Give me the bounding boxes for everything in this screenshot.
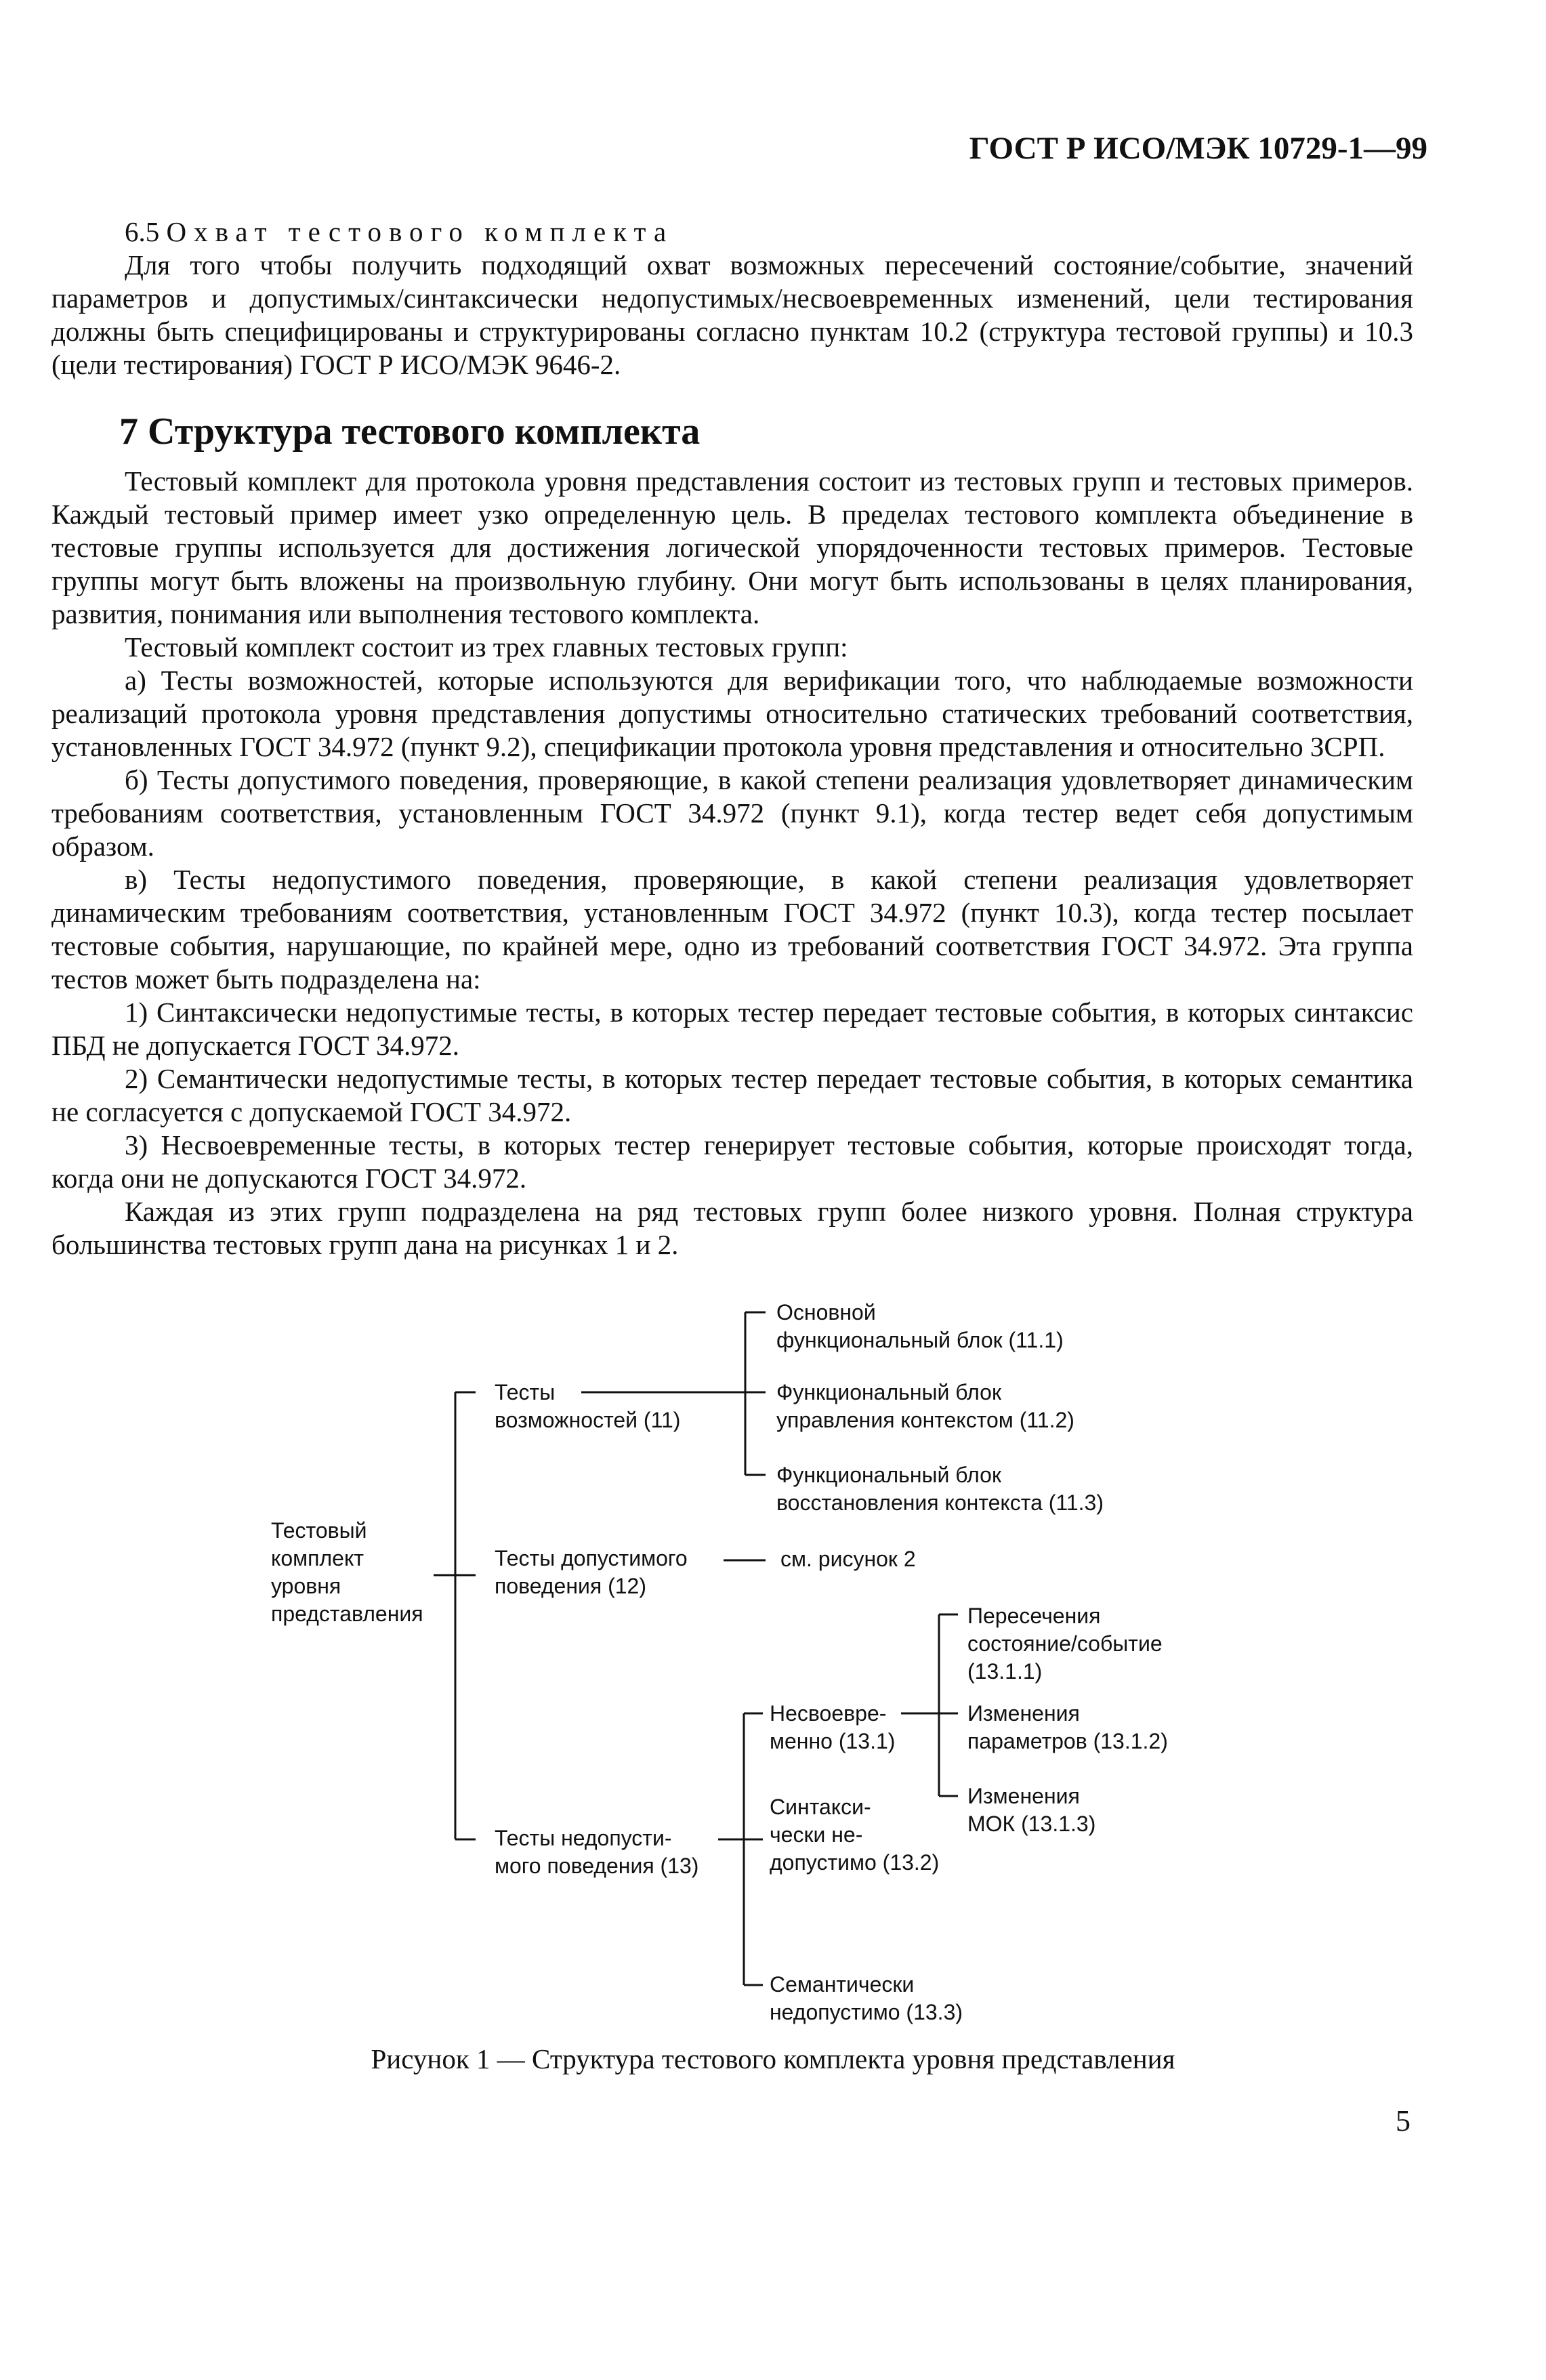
page-number: 5 <box>1396 2104 1411 2137</box>
node-line: Тесты допустимого <box>495 1546 688 1570</box>
node-line: Изменения <box>967 1784 1080 1808</box>
node-line: Тесты недопусти- <box>495 1826 672 1850</box>
node-line: Тестовый <box>271 1518 367 1543</box>
untimely-node <box>770 1700 895 1755</box>
section-6-5-title-line <box>51 215 1413 249</box>
root-node <box>271 1517 423 1628</box>
node-line: Синтакси- <box>770 1795 871 1819</box>
syntax-invalid-node <box>770 1793 939 1877</box>
paragraph: Каждая из этих групп подразделена на ряд тестовых групп более низкого уровня. Полная структура большинства тестовых групп дана на рисунках 1 и 2. <box>51 1196 1413 1260</box>
node-line: поведения (12) <box>495 1574 646 1598</box>
paragraph: Тестовый комплект состоит из трех главных тестовых групп: <box>125 631 848 663</box>
node-line: уровня <box>271 1574 341 1598</box>
semantic-invalid-node <box>770 1971 963 2026</box>
node-line: Основной <box>776 1300 876 1324</box>
node-line: функциональный блок (11.1) <box>776 1328 1064 1352</box>
context-restoration-node <box>776 1461 1104 1517</box>
node-line: Несвоевре- <box>770 1701 887 1726</box>
node-line: МОК (13.1.3) <box>967 1812 1096 1836</box>
list-item-b: б) Тесты допустимого поведения, проверяющие, в какой степени реализация удовлетворяет динамическим требованиям соответствия, установленным ГОСТ 34.972 (пункт 9.1), когда тестер ведет себя допустимым образом. <box>51 764 1413 862</box>
section-6-5 <box>51 215 1413 381</box>
list-item-c: в) Тесты недопустимого поведения, проверяющие, в какой степени реализация удовлетворяет динамическим требованиям соответствия, установленным ГОСТ 34.972 (пункт 10.3), когда тестер посылает тестовые события, нарушающие, по крайней мере, одно из требований соответствия ГОСТ 34.972. Эта группа тестов может быть подразделена на: <box>51 864 1413 995</box>
valid-behaviour-node <box>495 1545 688 1600</box>
node-line: Функциональный блок <box>776 1380 1001 1404</box>
section-7-body <box>51 465 1413 1261</box>
capability-tests-node <box>495 1379 680 1434</box>
context-management-node <box>776 1379 1074 1434</box>
paragraph: Тестовый комплект для протокола уровня представления состоит из тестовых групп и тестовых примеров. Каждый тестовый пример имеет узко определенную цель. В пределах тестового комплекта объединение в тестовые группы используется для достижения логической упорядоченности тестовых примеров. Тестовые группы могут быть вложены на произвольную глубину. Они могут быть использованы в целях планирования, развития, понимания или выполнения тестового комплекта. <box>51 465 1413 629</box>
figure-caption: Рисунок 1 — Структура тестового комплекта уровня представления <box>371 2043 1175 2074</box>
node-line: мого поведения (13) <box>495 1854 699 1878</box>
node-line: допустимо (13.2) <box>770 1850 940 1875</box>
node-line: менно (13.1) <box>770 1729 896 1753</box>
list-item-2: 2) Семантически недопустимые тесты, в которых тестер передает тестовые события, в которых семантика не согласуется с допускаемой ГОСТ 34.972. <box>51 1063 1413 1127</box>
node-line: недопустимо (13.3) <box>770 2000 963 2024</box>
list-item-3: 3) Несвоевременные тесты, в которых тестер генерирует тестовые события, которые происходят тогда, когда они не допускаются ГОСТ 34.972. <box>51 1129 1413 1194</box>
node-line: Изменения <box>967 1701 1080 1726</box>
state-event-intersections-node <box>967 1602 1163 1686</box>
standard-header: ГОСТ Р ИСО/МЭК 10729-1—99 <box>969 131 1427 166</box>
see-figure-2-node: см. рисунок 2 <box>780 1547 916 1571</box>
node-line: возможностей (11) <box>495 1408 681 1432</box>
section-6-5-number: 6.5 <box>125 216 160 247</box>
node-line: комплект <box>271 1546 364 1570</box>
node-line: состояние/событие <box>967 1631 1163 1656</box>
figure-1-tree-diagram <box>0 1277 1546 2036</box>
section-6-5-title: Охват тестового комплекта <box>166 216 674 247</box>
basic-functional-unit-node <box>776 1299 1064 1354</box>
node-line: чески не- <box>770 1822 863 1847</box>
mok-changes-node <box>967 1782 1095 1838</box>
node-line: Семантически <box>770 1972 915 1997</box>
node-line: (13.1.1) <box>967 1659 1043 1684</box>
node-line: Тесты <box>495 1380 556 1404</box>
list-item-a: а) Тесты возможностей, которые используются для верификации того, что наблюдаемые возможности реализаций протокола уровня представления допустимы относительно статических требований соответствия, установленных ГОСТ 34.972 (пункт 9.2), спецификации протокола уровня представления и относительно ЗСРП. <box>51 665 1413 762</box>
list-item-1: 1) Синтаксически недопустимые тесты, в которых тестер передает тестовые события, в которых синтаксис ПБД не допускается ГОСТ 34.972. <box>51 997 1413 1061</box>
invalid-behaviour-node <box>495 1824 698 1880</box>
diagram-connectors <box>0 1277 1546 2036</box>
node-line: Функциональный блок <box>776 1463 1001 1487</box>
parameter-changes-node <box>967 1700 1168 1755</box>
node-line: параметров (13.1.2) <box>967 1729 1168 1753</box>
node-line: управления контекстом (11.2) <box>776 1408 1074 1432</box>
section-6-5-text: Для того чтобы получить подходящий охват возможных пересечений состояние/событие, значений параметров и допустимых/синтаксически недопустимых/несвоевременных изменений, цели тестирования должны быть специфицированы и структурированы согласно пунктам 10.2 (структура тестовой группы) и 10.3 (цели тестирования) ГОСТ Р ИСО/МЭК 9646-2. <box>51 249 1413 380</box>
node-line: представления <box>271 1602 423 1626</box>
node-line: Пересечения <box>967 1604 1101 1628</box>
node-line: восстановления контекста (11.3) <box>776 1490 1104 1515</box>
section-7-heading: 7 Структура тестового комплекта <box>119 411 701 453</box>
